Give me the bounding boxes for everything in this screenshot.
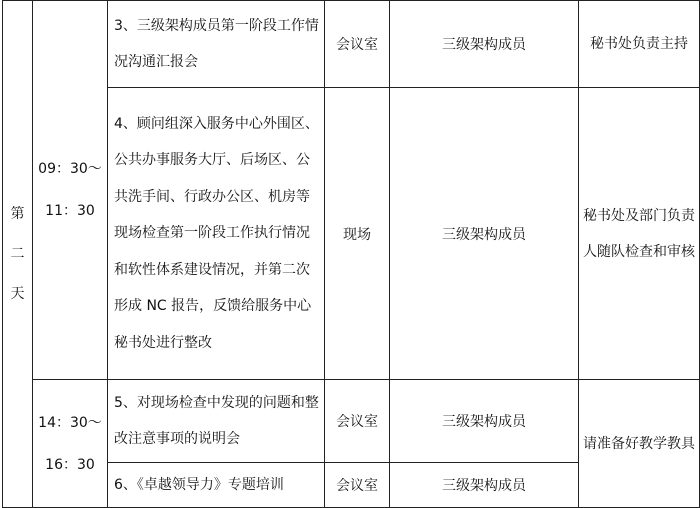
note-cell: 请准备好教学教具 — [579, 380, 700, 508]
note-cell: 秘书处负责主持 — [579, 1, 700, 88]
agenda-item: 6、《卓越领导力》专题培训 — [108, 463, 325, 508]
location-cell: 会议室 — [325, 463, 390, 508]
table-row — [3, 380, 700, 463]
location-cell: 会议室 — [325, 380, 390, 463]
day-char: 天 — [10, 286, 25, 302]
time-slot-afternoon — [33, 380, 108, 508]
participants-cell: 三级架构成员 — [390, 1, 579, 88]
participants-cell: 三级架构成员 — [390, 380, 579, 463]
agenda-item: 4、顾问组深入服务中心外围区、公共办事服务大厅、后场区、公共洗手间、行政办公区、机房等现场检查第一阶段工作执行情况和软性体系建设情况，并第二次形成 NC 报告，反馈给服务中心秘书处进行整改 — [108, 88, 325, 380]
time-end: 11：30 — [45, 203, 95, 219]
day-char: 二 — [10, 246, 25, 262]
participants-cell: 三级架构成员 — [390, 463, 579, 508]
day-char: 第 — [10, 206, 25, 222]
note-cell: 秘书处及部门负责人随队检查和审核 — [579, 88, 700, 380]
day-cell — [3, 1, 33, 508]
agenda-item: 3、三级架构成员第一阶段工作情况沟通汇报会 — [108, 1, 325, 88]
location-cell: 现场 — [325, 88, 390, 380]
location-cell: 会议室 — [325, 1, 390, 88]
schedule-table — [2, 0, 700, 508]
agenda-item: 5、对现场检查中发现的问题和整改注意事项的说明会 — [108, 380, 325, 463]
time-start: 09：30～ — [38, 161, 102, 177]
table-row — [3, 88, 700, 380]
time-end: 16：30 — [45, 456, 95, 473]
time-start: 14：30～ — [38, 414, 102, 431]
table-row — [3, 1, 700, 88]
time-slot-morning — [33, 1, 108, 380]
participants-cell: 三级架构成员 — [390, 88, 579, 380]
